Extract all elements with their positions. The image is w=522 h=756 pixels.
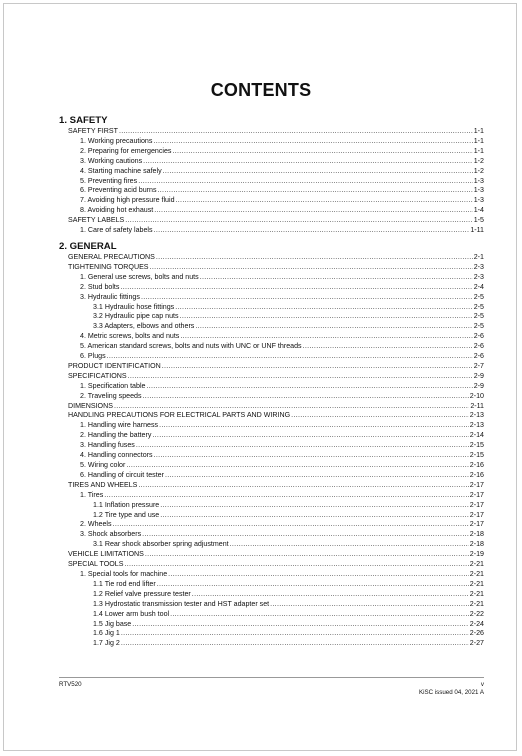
toc-entry-title: 1.2 Relief valve pressure tester bbox=[93, 589, 191, 598]
toc-entry-title: 3. Shock absorbers bbox=[80, 530, 142, 539]
toc-entry[interactable] bbox=[59, 332, 484, 342]
toc-entry-page: 2-13 bbox=[469, 411, 484, 420]
toc-entry-page: 1-1 bbox=[473, 136, 484, 145]
dot-leader bbox=[121, 639, 469, 649]
toc-entry-page: 2-15 bbox=[469, 441, 484, 450]
toc-entry-page: 2-9 bbox=[473, 371, 484, 380]
toc-entry[interactable] bbox=[59, 186, 484, 196]
dot-leader bbox=[154, 206, 473, 216]
toc-entry-title: 1.3 Hydrostatic transmission tester and HST adapter set bbox=[93, 599, 270, 608]
toc-entry[interactable] bbox=[59, 501, 484, 511]
dot-leader bbox=[145, 550, 469, 560]
toc-entry-title: 4. Handling connectors bbox=[80, 451, 153, 460]
toc-entry-page: 2-16 bbox=[469, 461, 484, 469]
toc-entry-page: 2-11 bbox=[470, 401, 484, 410]
toc-entry-page: 2-19 bbox=[469, 550, 484, 559]
dot-leader bbox=[159, 421, 469, 431]
toc-entry-page: 2-17 bbox=[469, 480, 484, 489]
dot-leader bbox=[146, 382, 472, 392]
toc-entry[interactable] bbox=[59, 431, 484, 441]
toc-entry[interactable] bbox=[59, 530, 484, 540]
dot-leader bbox=[165, 471, 469, 481]
toc-entry-page: 2-6 bbox=[473, 332, 484, 341]
toc-entry-page: 2-17 bbox=[469, 500, 484, 509]
toc-entry-title: 3.1 Hydraulic hose fittings bbox=[93, 302, 175, 311]
toc-entry-title: 7. Avoiding high pressure fluid bbox=[80, 196, 175, 205]
toc-entry-page: 2-21 bbox=[469, 569, 484, 578]
toc-entry[interactable] bbox=[59, 283, 484, 293]
toc-entry-title: 1. Care of safety labels bbox=[80, 226, 153, 235]
dot-leader bbox=[126, 461, 468, 471]
dot-leader bbox=[156, 253, 473, 263]
toc-entry[interactable] bbox=[59, 177, 484, 187]
toc-entry-title: 3. Hydraulic fittings bbox=[80, 292, 140, 301]
toc-entry[interactable] bbox=[59, 520, 484, 530]
dot-leader bbox=[143, 392, 469, 402]
dot-leader bbox=[192, 590, 469, 600]
toc-entry-page: 2-5 bbox=[473, 302, 484, 311]
dot-leader bbox=[120, 283, 472, 293]
toc-entry-title: TIGHTENING TORQUES bbox=[68, 262, 149, 271]
toc-entry-title: SAFETY LABELS bbox=[68, 216, 125, 225]
dot-leader bbox=[114, 402, 469, 412]
footer-divider bbox=[59, 677, 484, 678]
toc-entry-title: 4. Starting machine safely bbox=[80, 166, 162, 175]
toc-entry-page: 2-18 bbox=[469, 530, 484, 539]
toc-entry-page: 1-3 bbox=[473, 186, 484, 195]
toc-entry-page: 2-10 bbox=[469, 391, 484, 400]
toc-entry[interactable] bbox=[59, 372, 484, 382]
toc-entry-page: 1-4 bbox=[473, 206, 484, 215]
dot-leader bbox=[180, 332, 472, 342]
toc-entry[interactable] bbox=[59, 600, 484, 610]
toc-entry-title: 1.4 Lower arm bush tool bbox=[93, 609, 170, 618]
dot-leader bbox=[172, 147, 472, 157]
toc-entry-page: 2-5 bbox=[473, 312, 484, 321]
toc-entry[interactable] bbox=[59, 620, 484, 630]
dot-leader bbox=[158, 186, 473, 196]
toc-entry-title: 6. Handling of circuit tester bbox=[80, 470, 164, 479]
toc-entry[interactable] bbox=[59, 157, 484, 167]
toc-entry-page: 2-5 bbox=[473, 322, 484, 331]
dot-leader bbox=[124, 560, 468, 570]
toc-entry-title: 1. Working precautions bbox=[80, 136, 153, 145]
toc-entry-title: 2. Handling the battery bbox=[80, 431, 152, 440]
dot-leader bbox=[141, 293, 473, 303]
toc-entry-title: 4. Metric screws, bolts and nuts bbox=[80, 332, 180, 341]
toc-entry-page: 2-6 bbox=[473, 352, 484, 361]
dot-leader bbox=[121, 629, 469, 639]
dot-leader bbox=[154, 226, 470, 236]
toc-entry-title: 3. Working cautions bbox=[80, 156, 143, 165]
toc-entry[interactable] bbox=[59, 196, 484, 206]
toc-entry-title: 8. Avoiding hot exhaust bbox=[80, 206, 154, 215]
dot-leader bbox=[132, 620, 469, 630]
toc-entry-page: 2-27 bbox=[469, 639, 484, 648]
dot-leader bbox=[180, 312, 473, 322]
toc-entry[interactable] bbox=[59, 590, 484, 600]
toc-entry[interactable] bbox=[59, 580, 484, 590]
toc-entry-title: 5. Preventing fires bbox=[80, 176, 138, 185]
toc-entry-title: 1. General use screws, bolts and nuts bbox=[80, 272, 199, 281]
footer-model: RTV520 bbox=[59, 681, 82, 688]
toc-entry-page: 1-1 bbox=[473, 127, 484, 135]
toc-entry-page: 2-17 bbox=[469, 490, 484, 499]
dot-leader bbox=[200, 273, 473, 283]
toc-entry-title: SPECIFICATIONS bbox=[68, 371, 127, 380]
toc-entry-page: 2-3 bbox=[473, 272, 484, 281]
toc-entry[interactable] bbox=[59, 382, 484, 392]
toc-entry-title: 2. Wheels bbox=[80, 520, 112, 529]
dot-leader bbox=[195, 322, 472, 332]
dot-leader bbox=[160, 511, 469, 521]
dot-leader bbox=[303, 342, 473, 352]
toc-entry[interactable] bbox=[59, 491, 484, 501]
toc-entry-page: 2-14 bbox=[469, 431, 484, 440]
dot-leader bbox=[162, 362, 473, 372]
footer-issue: KiSC issued 04, 2021 A bbox=[418, 689, 484, 696]
toc-entry-title: 3.2 Hydraulic pipe cap nuts bbox=[93, 312, 179, 321]
toc-entry[interactable] bbox=[59, 570, 484, 580]
section-heading: 1. SAFETY bbox=[59, 115, 108, 126]
toc-entry-page: 1-3 bbox=[473, 176, 484, 185]
toc-entry-title: 1.1 Tie rod end lifter bbox=[93, 579, 156, 588]
toc-entry-page: 2-7 bbox=[473, 361, 484, 370]
dot-leader bbox=[152, 431, 468, 441]
toc-entry[interactable] bbox=[59, 273, 484, 283]
dot-leader bbox=[136, 441, 469, 451]
toc-entry-page: 2-21 bbox=[469, 599, 484, 608]
toc-entry-title: 1.2 Tire type and use bbox=[93, 510, 160, 519]
toc-entry-title: GENERAL PRECAUTIONS bbox=[68, 252, 155, 261]
toc-entry-title: 3. Handling fuses bbox=[80, 441, 135, 450]
toc-entry-title: 1.1 Inflation pressure bbox=[93, 500, 160, 509]
toc-entry-title: VEHICLE LIMITATIONS bbox=[68, 550, 144, 559]
toc-entry[interactable] bbox=[59, 421, 484, 431]
toc-entry-title: 1.6 Jig 1 bbox=[93, 629, 120, 638]
toc-entry[interactable] bbox=[59, 441, 484, 451]
toc-entry-title: SPECIAL TOOLS bbox=[68, 560, 124, 569]
toc-entry-title: 1. Specification table bbox=[80, 381, 146, 390]
toc-entry-title: TIRES AND WHEELS bbox=[68, 480, 138, 489]
toc-entry[interactable] bbox=[59, 263, 484, 273]
section-heading: 2. GENERAL bbox=[59, 240, 117, 252]
toc-entry[interactable] bbox=[59, 402, 484, 412]
toc-entry-page: 2-1 bbox=[473, 252, 484, 261]
dot-leader bbox=[143, 157, 473, 167]
dot-leader bbox=[113, 520, 469, 530]
toc-entry-page: 2-18 bbox=[469, 540, 484, 549]
toc-entry-title: 6. Plugs bbox=[80, 352, 106, 361]
toc-entry-page: 2-13 bbox=[469, 421, 484, 430]
toc-entry[interactable] bbox=[59, 303, 484, 313]
dot-leader bbox=[230, 540, 469, 550]
toc-entry-title: HANDLING PRECAUTIONS FOR ELECTRICAL PARTS AND WIRING bbox=[68, 411, 291, 420]
toc-entry-page: 1-3 bbox=[473, 196, 484, 205]
toc-entry-title: 1.7 Jig 2 bbox=[93, 639, 120, 648]
dot-leader bbox=[150, 263, 473, 273]
toc-entry-title: 3.1 Rear shock absorber spring adjustment bbox=[93, 540, 229, 549]
toc-entry[interactable] bbox=[59, 352, 484, 362]
toc-entry-title: 2. Traveling speeds bbox=[80, 391, 142, 400]
dot-leader bbox=[138, 481, 468, 491]
toc-entry[interactable] bbox=[59, 137, 484, 147]
toc-entry-page: 2-4 bbox=[473, 282, 484, 291]
dot-leader bbox=[104, 491, 469, 501]
dot-leader bbox=[138, 177, 473, 187]
toc-entry-page: 2-16 bbox=[469, 470, 484, 479]
toc-entry[interactable] bbox=[59, 226, 484, 236]
dot-leader bbox=[154, 451, 469, 461]
toc-entry[interactable] bbox=[59, 147, 484, 157]
toc-entry-page: 2-21 bbox=[469, 579, 484, 588]
toc-entry-title: SAFETY FIRST bbox=[68, 127, 118, 135]
toc-entry-title: DIMENSIONS bbox=[68, 401, 113, 410]
toc-entry-page: 2-22 bbox=[469, 609, 484, 618]
page-title: CONTENTS bbox=[210, 80, 312, 100]
dot-leader bbox=[107, 352, 473, 362]
toc-entry[interactable] bbox=[59, 540, 484, 550]
dot-leader bbox=[142, 530, 469, 540]
toc-entry-page: 2-3 bbox=[473, 262, 484, 271]
toc-entry-title: 2. Stud bolts bbox=[80, 282, 120, 291]
toc-entry[interactable] bbox=[59, 253, 484, 263]
dot-leader bbox=[125, 216, 472, 226]
toc-entry-page: 1-5 bbox=[473, 216, 484, 225]
toc-entry[interactable] bbox=[59, 312, 484, 322]
toc-entry-page: 2-21 bbox=[469, 560, 484, 569]
toc-entry[interactable] bbox=[59, 511, 484, 521]
dot-leader bbox=[168, 570, 469, 580]
dot-leader bbox=[170, 610, 469, 620]
toc-entry-page: 2-15 bbox=[469, 451, 484, 460]
dot-leader bbox=[153, 137, 472, 147]
toc-entry[interactable] bbox=[59, 293, 484, 303]
toc-entry[interactable] bbox=[59, 461, 484, 471]
toc-entry[interactable] bbox=[59, 629, 484, 639]
toc-entry[interactable] bbox=[59, 451, 484, 461]
dot-leader bbox=[163, 167, 473, 177]
toc-entry-page: 2-21 bbox=[469, 589, 484, 598]
toc-entry-title: 6. Preventing acid burns bbox=[80, 186, 157, 195]
dot-leader bbox=[157, 580, 469, 590]
toc-entry-title: 1. Tires bbox=[80, 490, 104, 499]
toc-entry[interactable] bbox=[59, 481, 484, 491]
toc-entry-title: 5. Wiring color bbox=[80, 461, 126, 469]
toc-entry[interactable] bbox=[59, 610, 484, 620]
table-of-contents bbox=[59, 112, 484, 649]
toc-entry-page: 1-2 bbox=[473, 156, 484, 165]
dot-leader bbox=[119, 127, 473, 137]
toc-entry-page: 2-26 bbox=[469, 629, 484, 638]
toc-entry-page: 1-1 bbox=[473, 146, 484, 155]
toc-entry[interactable] bbox=[59, 362, 484, 372]
toc-entry[interactable] bbox=[59, 216, 484, 226]
toc-entry-title: PRODUCT IDENTIFICATION bbox=[68, 361, 161, 370]
toc-entry-title: 3.3 Adapters, elbows and others bbox=[93, 322, 195, 331]
toc-entry-page: 2-17 bbox=[469, 510, 484, 519]
toc-entry[interactable] bbox=[59, 560, 484, 570]
toc-entry-title: 5. American standard screws, bolts and nuts with UNC or UNF threads bbox=[80, 342, 302, 351]
toc-entry[interactable] bbox=[59, 322, 484, 332]
dot-leader bbox=[270, 600, 469, 610]
toc-entry-title: 2. Preparing for emergencies bbox=[80, 146, 172, 155]
toc-entry[interactable] bbox=[59, 639, 484, 649]
toc-entry-title: 1.5 Jig base bbox=[93, 619, 132, 628]
footer-page-number: v bbox=[480, 681, 484, 688]
toc-entry-page: 1-11 bbox=[470, 226, 484, 235]
toc-entry-page: 2-17 bbox=[469, 520, 484, 529]
toc-entry[interactable] bbox=[59, 206, 484, 216]
toc-entry[interactable] bbox=[59, 167, 484, 177]
dot-leader bbox=[176, 196, 473, 206]
toc-entry-title: 1. Special tools for machine bbox=[80, 569, 168, 578]
footer-right bbox=[419, 681, 484, 697]
toc-entry-page: 1-2 bbox=[473, 166, 484, 175]
toc-entry-page: 2-6 bbox=[473, 342, 484, 351]
toc-entry[interactable] bbox=[59, 550, 484, 560]
dot-leader bbox=[175, 303, 473, 313]
toc-entry[interactable] bbox=[59, 392, 484, 402]
dot-leader bbox=[128, 372, 473, 382]
toc-entry[interactable] bbox=[59, 411, 484, 421]
dot-leader bbox=[291, 411, 469, 421]
toc-entry-page: 2-5 bbox=[473, 292, 484, 301]
dot-leader bbox=[160, 501, 469, 511]
toc-entry[interactable] bbox=[59, 342, 484, 352]
toc-entry[interactable] bbox=[59, 471, 484, 481]
toc-entry-page: 2-24 bbox=[469, 619, 484, 628]
toc-entry[interactable] bbox=[59, 127, 484, 137]
toc-entry-title: 1. Handling wire harness bbox=[80, 421, 159, 430]
toc-entry-page: 2-9 bbox=[473, 381, 484, 390]
